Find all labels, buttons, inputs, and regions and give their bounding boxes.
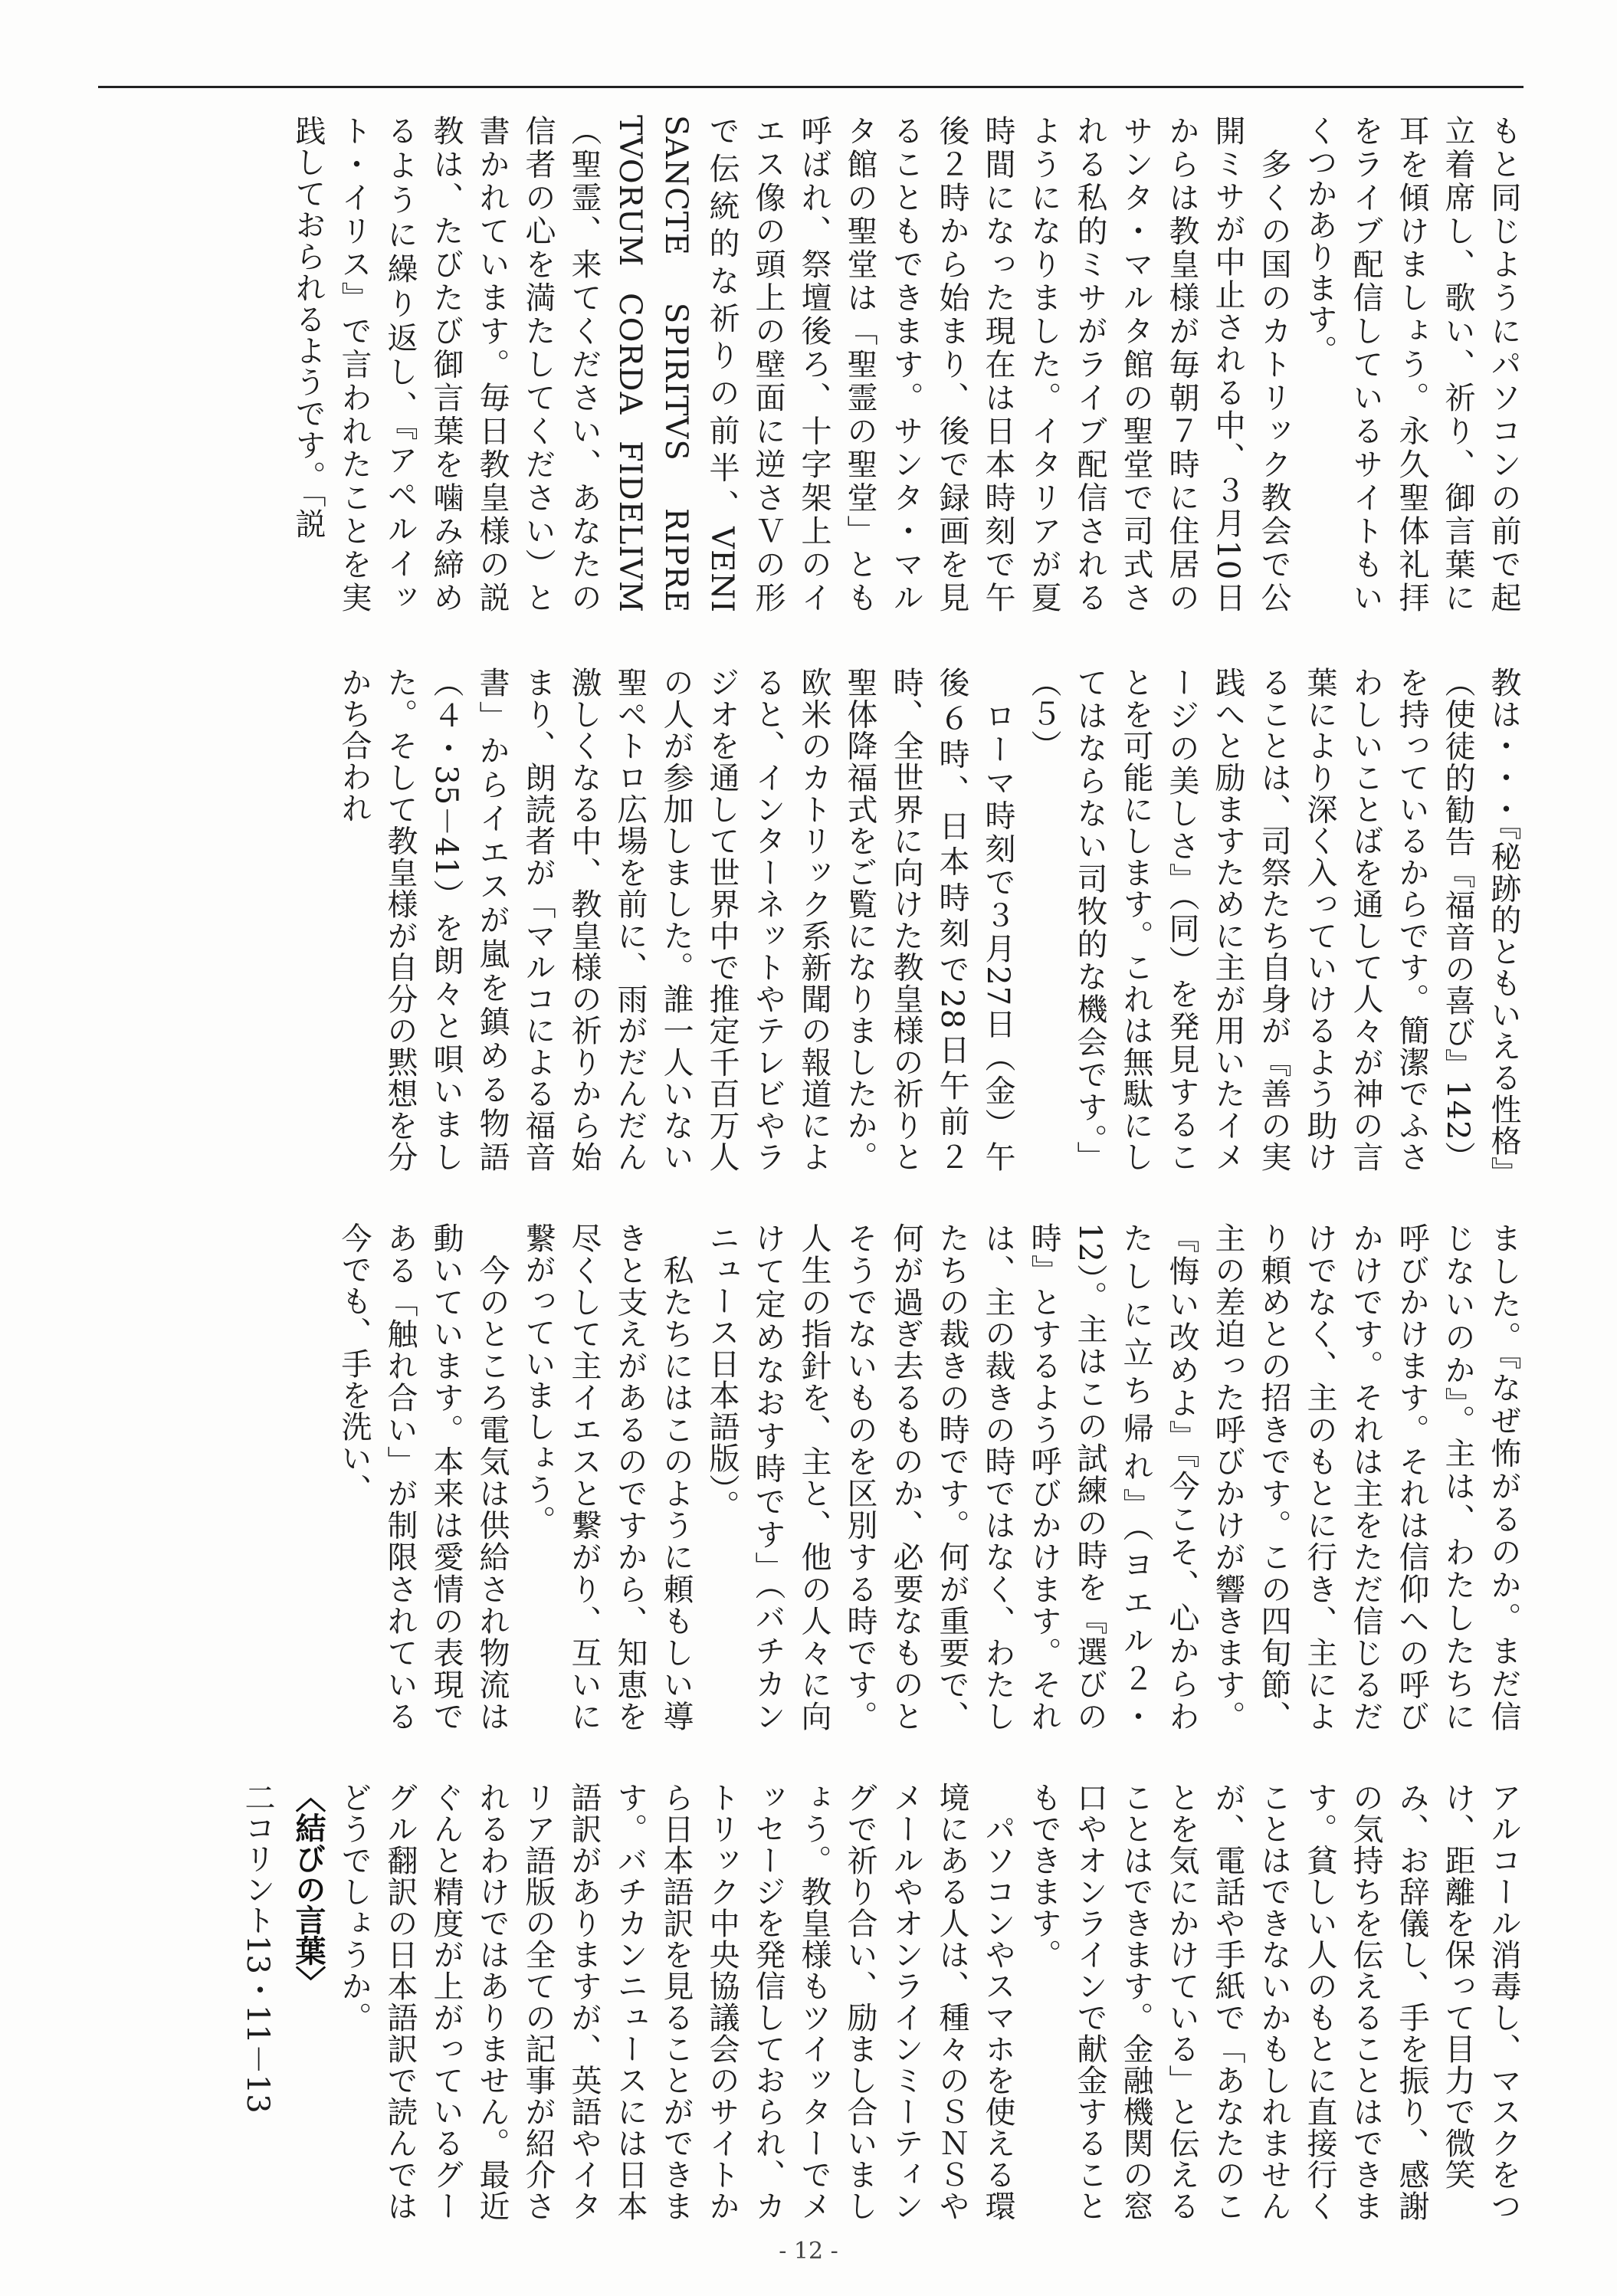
text-tier-1: [90, 115, 1527, 613]
text-tier-3: [90, 1222, 1527, 1732]
scripture-reference: 二コリント13・11－13: [240, 1782, 275, 2114]
tier-4-columns: [90, 1782, 1527, 2242]
body-text-tier-2: 教は・・・『秘跡的ともいえる性格』（使徒的勧告『福音の喜び』142）を持っているからです。簡潔でふさわしいことばを通して人々が神の言葉により深く入っていけるよう助けることは、司祭たち自身が『善の実践へと励ますために主が用いたイメージの美しさ』（同）を発見することを可能にします。これは無駄にしてはならない司牧的な機会です。」（５） ローマ時刻で３月27日（金）午後６時、日本時刻で28日午前２時、全世界に向けた教皇様の祈りと聖体降福式をご覧になりましたか。欧米のカトリック系新聞の報道によると、インターネットやテレビやラジオを通して世界中で推定千百万人の人が参加しました。誰一人いない聖ペトロ広場を前に、雨がだんだん激しくなる中、教皇様の祈りから始まり、朗読者が「マルコによる福音書」からイエスが嵐を鎮める物語（４・35－41）を朗々と唄いました。そして教皇様が自分の黙想を分かち合われ: [336, 667, 1521, 1173]
body-text-tier-1: もと同じようにパソコンの前で起立着席し、歌い、祈り、御言葉に耳を傾けましょう。永久聖体礼拝をライブ配信しているサイトもいくつかあります。 多くの国のカトリック教会で公開ミサが中止される中、３月10日からは教皇様が毎朝７時に住居のサンタ・マルタ館の聖堂で司式される私的ミサがライブ配信されるようになりました。イタリアが夏時間になった現在は日本時刻で午後２時から始まり、後で録画を見ることもできます。サンタ・マルタ館の聖堂は「聖霊の聖堂」とも呼ばれ、祭壇後ろ、十字架上のイエス像の頭上の壁面に逆さＶの形で伝統的な祈りの前半、VENI SANCTE SPIRITVS RIPRE TVORUM CORDA FIDELIVM（聖霊、来てください、あなたの信者の心を満たしてください）と書かれています。毎日教皇様の説教は、たびたび御言葉を噛み締めるように繰り返し、『アペルイット・イリス』で言われたことを実践しておられるようです。「説: [290, 115, 1521, 613]
body-text-tier-4: アルコール消毒し、マスクをつけ、距離を保って目力で微笑み、お辞儀し、手を振り、感謝の気持ちを伝えることはできます。貧しい人のもとに直接行くことはできないかもしれませんが、電話や手紙で「あなたのことを気にかけている」と伝えることはできます。金融機関の窓口やオンラインで献金することもできます。 パソコンやスマホを使える環境にある人は、種々のＳＮＳやメールやオンラインミーティングで祈り合い、励まし合いましょう。教皇様もツイッターでメッセージを発信しておられ、カトリック中央協議会のサイトから日本語訳を見ることができます。バチカンニュースには日本語訳がありますが、英語やイタリア語版の全ての記事が紹介されるわけではありません。最近ぐんと精度が上がっているグーグル翻訳の日本語訳で読んではどうでしょうか。: [336, 1782, 1521, 2222]
text-tier-2: [90, 667, 1527, 1173]
closing-words-heading: 〈結びの言葉〉: [290, 1782, 326, 1996]
body-text-tier-3: ました。『なぜ怖がるのか。まだ信じないのか』。主は、わたしたちに呼びかけます。それは信仰への呼びかけです。それは主をただ信じるだけでなく、主のもとに行き、主により頼めとの招きです。この四旬節、主の差迫った呼びかけが響きます。『悔い改めよ』『今こそ、心からわたしに立ち帰れ』（ヨエル２・12）。主はこの試練の時を『選びの時』とするよう呼びかけます。それは、主の裁きの時ではなく、わたしたちの裁きの時です。何が重要で、何が過ぎ去るものか、必要なものとそうでないものを区別する時です。人生の指針を、主と、他の人々に向けて定めなおす時です」（バチカンニュース日本語版）。 私たちにはこのように頼もしい導きと支えがあるのですから、知恵を尽くして主イエスと繋がり、互いに繋がっていましょう。 今のところ電気は供給され物流は動いています。本来は愛情の表現である「触れ合い」が制限されている今でも、手を洗い、: [336, 1222, 1521, 1733]
top-rule: [98, 86, 1524, 88]
text-tier-4: [90, 1782, 1527, 2242]
page-number: - 12 -: [779, 2238, 838, 2265]
